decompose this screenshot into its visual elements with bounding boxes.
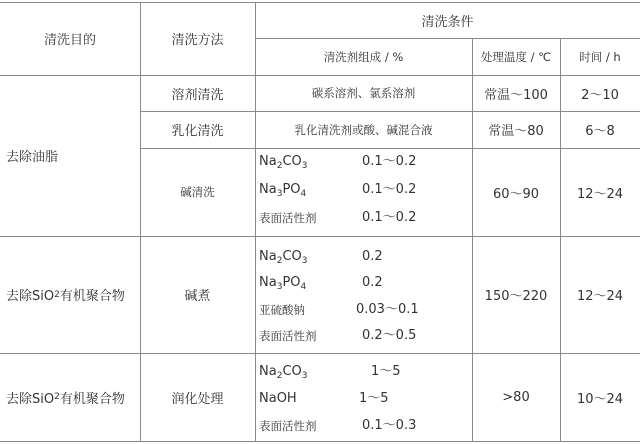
component-name: 表面活性剂 bbox=[259, 211, 317, 225]
composition-emulsion: 乳化清洗剂或酸、碱混合液 bbox=[294, 122, 433, 137]
time-alkali: 12～24 bbox=[576, 186, 624, 202]
purpose-sio2-2: 去除SiO 2 有机聚合物 bbox=[6, 391, 125, 407]
component-value: 1～5 bbox=[371, 364, 401, 379]
temperature-lubrication: >80 bbox=[502, 389, 530, 405]
temperature-boiling: 150～220 bbox=[484, 289, 548, 304]
component-name: $Na_3PO_4$ bbox=[259, 182, 307, 199]
component-name: 表面活性剂 bbox=[259, 329, 317, 343]
header-method: 清洗方法 bbox=[171, 33, 224, 48]
component-value: 0.1～0.2 bbox=[362, 182, 417, 197]
header-purpose: 清洗目的 bbox=[43, 33, 96, 48]
composition-solvent: 碳系溶剂、氯系溶剂 bbox=[311, 86, 416, 100]
method-lubrication: 润化处理 bbox=[171, 391, 224, 407]
header-temperature: 处理温度 / ℃ bbox=[480, 49, 552, 64]
time-emulsion: 6～8 bbox=[585, 124, 615, 139]
border-bottom bbox=[0, 441, 640, 442]
component-value: 0.1～0.2 bbox=[362, 210, 417, 225]
method-solvent: 溶剂清洗 bbox=[171, 87, 224, 103]
component-value: 1～5 bbox=[359, 391, 389, 406]
component-name: $Na_2CO_3$ bbox=[259, 154, 308, 171]
component-value: 0.2 bbox=[362, 275, 383, 290]
method-emulsion: 乳化清洗 bbox=[171, 124, 224, 139]
component-name: 亚硫酸钠 bbox=[259, 303, 305, 317]
temperature-alkali: 60～90 bbox=[492, 186, 540, 202]
purpose-degrease: 去除油脂 bbox=[6, 150, 59, 165]
component-name: $Na_2CO_3$ bbox=[259, 364, 308, 381]
time-boiling: 12～24 bbox=[576, 289, 624, 304]
component-value: 0.2 bbox=[362, 249, 383, 264]
method-boiling: 碱煮 bbox=[184, 289, 211, 304]
component-value: 0.2～0.5 bbox=[362, 328, 417, 343]
time-solvent: 2～10 bbox=[581, 87, 619, 103]
component-value: 0.1～0.2 bbox=[362, 154, 417, 169]
component-name: $Na_2CO_3$ bbox=[259, 249, 308, 266]
method-alkali: 碱清洗 bbox=[180, 185, 215, 199]
component-name: NaOH bbox=[259, 391, 297, 406]
component-value: 0.03～0.1 bbox=[356, 302, 419, 317]
header-conditions: 清洗条件 bbox=[421, 14, 474, 30]
header-composition: 清洗剂组成 / % bbox=[323, 49, 404, 64]
header-time: 时间 / h bbox=[579, 49, 621, 64]
component-name: 表面活性剂 bbox=[259, 419, 317, 433]
temperature-solvent: 常温～100 bbox=[484, 87, 548, 103]
time-lubrication: 10～24 bbox=[576, 391, 624, 407]
component-name: $Na_3PO_4$ bbox=[259, 275, 307, 292]
temperature-emulsion: 常温～80 bbox=[488, 124, 544, 139]
component-value: 0.1～0.3 bbox=[362, 418, 417, 433]
purpose-sio2-1: 去除SiO 2 有机聚合物 bbox=[6, 289, 125, 304]
